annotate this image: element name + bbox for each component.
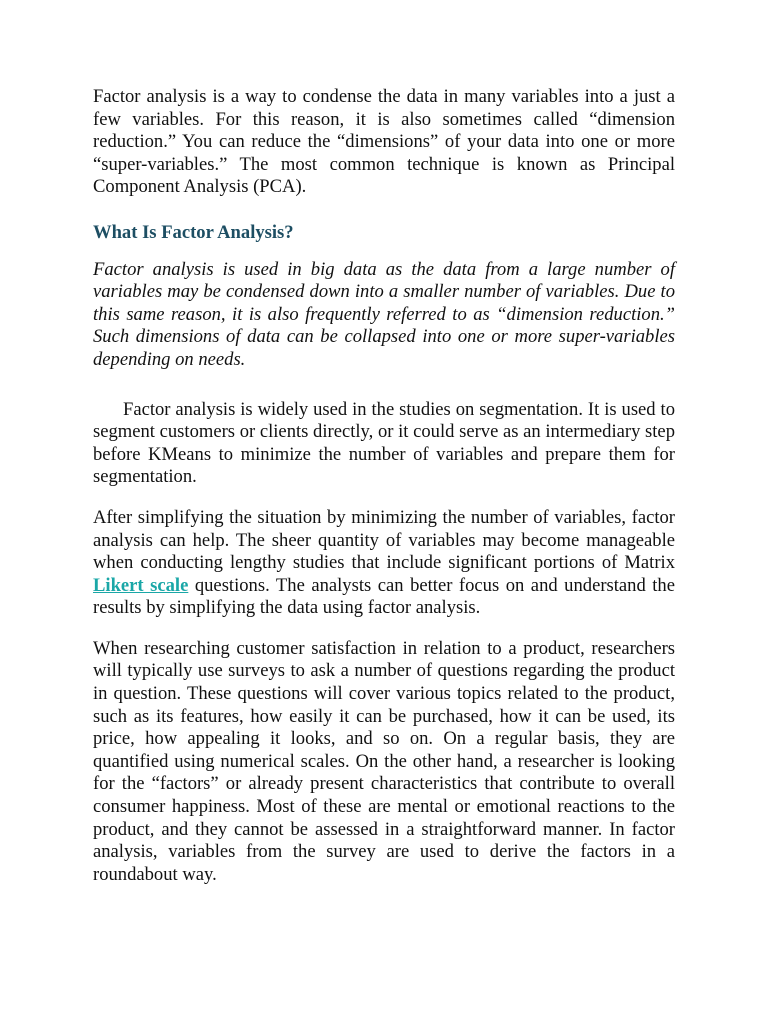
simplify-text-before: After simplifying the situation by minimizing the number of variables, factor analysis can help. The sheer quantity of variables may become manageable when conducting lengthy studies that include significant portions of Matrix <box>93 506 675 574</box>
section-heading: What Is Factor Analysis? <box>93 221 294 243</box>
segmentation-paragraph: Factor analysis is widely used in the studies on segmentation. It is used to segment customers or clients directly, or it could serve as an intermediary step before KMeans to minimize the number of variables and prepare them for segmentation. <box>93 398 675 488</box>
document-page <box>93 86 675 886</box>
likert-scale-link[interactable]: Likert scale <box>93 574 189 596</box>
italic-definition-paragraph: Factor analysis is used in big data as the data from a large number of variables may be condensed down into a smaller number of variables. Due to this same reason, it is also frequently referred to as “dimension reduction.” Such dimensions of data can be collapsed into one or more super-variables depending on needs. <box>93 258 675 370</box>
satisfaction-paragraph: When researching customer satisfaction in relation to a product, researchers will typically use surveys to ask a number of questions regarding the product in question. These questions will cover various topics related to the product, such as its features, how easily it can be purchased, how it can be used, its price, how appealing it looks, and so on. On a regular basis, they are quantified using numerical scales. On the other hand, a researcher is looking for the “factors” or already present characteristics that contribute to overall consumer happiness. Most of these are mental or emotional reactions to the product, and they cannot be assessed in a straightforward manner. In factor analysis, variables from the survey are used to derive the factors in a roundabout way. <box>93 637 675 885</box>
intro-paragraph: Factor analysis is a way to condense the data in many variables into a just a few variables. For this reason, it is also sometimes called “dimension reduction.” You can reduce the “dimensions” of your data into one or more “super-variables.” The most common technique is known as Principal Component Analysis (PCA). <box>93 86 675 198</box>
simplify-text-after: questions. The analysts can better focus on and understand the results by simplifying the data using factor analysis. <box>93 574 675 619</box>
simplify-paragraph <box>93 507 675 620</box>
